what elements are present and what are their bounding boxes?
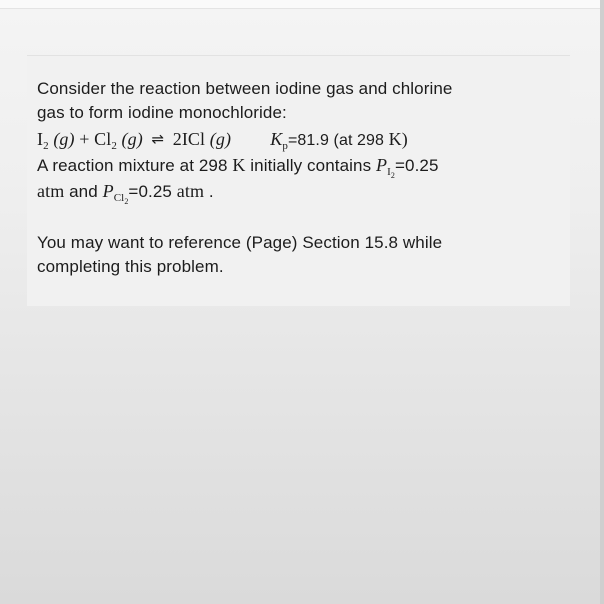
kp-unit: K <box>388 129 402 149</box>
kp-close: ) <box>401 129 408 149</box>
pressure-iodine: $P_{I_2}$ <box>376 155 395 180</box>
pressure-chlorine-value: =0.25 <box>128 182 177 201</box>
unit-atm-2: atm <box>176 181 205 201</box>
reaction-equation <box>37 128 408 152</box>
intro-line-1: Consider the reaction between iodine gas and chlorine <box>37 79 453 98</box>
reactant-iodine: $I_2$ <box>37 129 49 152</box>
reference-line-2: completing this problem. <box>37 257 224 276</box>
kp-value: =81.9 (at 298 <box>287 132 389 149</box>
product-icl: 2ICl <box>172 129 206 149</box>
kp-expression: $K_p$ <box>270 129 288 152</box>
state-gas-3: (g) <box>209 129 232 149</box>
reference-line-1: You may want to reference (Page) Section 15.8 while <box>37 233 443 252</box>
pressure-iodine-value: =0.25 <box>394 156 439 175</box>
conditions-line-1: A reaction mixture at 298 K initially contains $P_{I_2}=0.25$ <box>37 155 439 180</box>
problem-panel <box>27 55 570 306</box>
conditions-line-2: atm and $P_{Cl_2}=0.25$ atm . <box>37 181 214 206</box>
unit-atm-1: atm <box>37 181 65 201</box>
intro-line-2: gas to form iodine monochloride: <box>37 103 287 122</box>
reactant-chlorine: $Cl_2$ <box>94 129 117 152</box>
right-edge <box>600 0 604 604</box>
top-strip <box>0 0 604 9</box>
state-gas-2: (g) <box>121 129 143 149</box>
plus-sign: + <box>79 129 90 149</box>
pressure-chlorine: $P_{Cl_2}$ <box>102 181 129 206</box>
state-gas-1: (g) <box>53 129 75 149</box>
equilibrium-arrow-icon: ⇌ <box>151 130 165 148</box>
unit-kelvin: K <box>232 155 246 175</box>
